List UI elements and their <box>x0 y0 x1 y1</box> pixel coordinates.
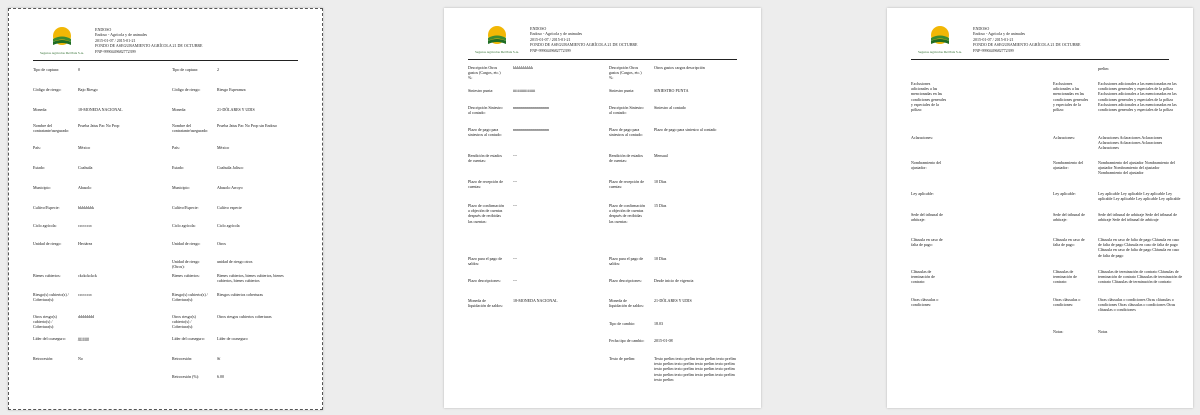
header-line: 2015-01-07 / 2015-01-21 <box>973 36 1014 42</box>
field-value: Hectárea <box>78 241 93 246</box>
field-value: 6.00 <box>217 374 224 379</box>
field-label: Plazo de recepción de cuentas: <box>609 179 644 190</box>
logo <box>911 23 969 57</box>
field-label: Rendición de estados de cuentas: <box>468 153 502 164</box>
field-value: 10 Días <box>654 256 667 261</box>
field-value: 18.03 <box>654 321 663 326</box>
field-label: Plazo para el pago de saldos: <box>609 256 644 267</box>
company-name: Seguros Agricolas Del Pais S.A. <box>475 50 519 54</box>
field-label: Riesgo(s) cubierto(s) / Cobertura(s): <box>172 292 208 303</box>
header-line: FNP-9990449682772399 <box>530 47 571 53</box>
field-value: México <box>217 145 230 150</box>
field-label: Descripción Otros gastos (Cargos, etc.) %: <box>609 65 642 81</box>
field-value: 2 <box>217 67 219 72</box>
field-label: Municipio: <box>172 185 190 190</box>
field-label: Descripción Siniestro al contado: <box>468 105 503 116</box>
field-value: Siniestro al contado <box>654 105 686 110</box>
header-line: FONDO DE ASEGURAMIENTO AGRÍCOLA 21 DE OCTUBRE <box>973 42 1081 48</box>
header-line: Endoso - Agrícola y de animales <box>95 32 148 38</box>
field-label: País: <box>172 145 180 150</box>
company-logo-icon <box>484 24 510 48</box>
field-label: Ciclo agrícola: <box>172 223 196 228</box>
field-value: Mensual <box>654 153 668 158</box>
field-value: Desde inicio de vigencia <box>654 278 694 283</box>
field-value: Riesgos cubiertos coberturas <box>217 292 263 297</box>
header-line: Endoso - Agrícola y de animales <box>973 31 1026 37</box>
company-logo-icon <box>49 25 75 49</box>
field-label: Cláusula en caso de falta de pago: <box>911 237 943 248</box>
field-value: kkkkkkkkkk <box>513 65 533 70</box>
field-label: Otras cláusulas o condiciones: <box>911 297 939 308</box>
field-value: Otras cláusulas o condiciones Otras cláusulas o condiciones Otras cláusulas o condiciones Otras cláusulas o condiciones <box>1098 297 1176 313</box>
field-value: 15 Días <box>654 203 667 208</box>
field-label: Nombre del contratante/asegurado: <box>172 123 209 134</box>
field-label: Plazo para el pago de saldos: <box>468 256 503 267</box>
field-label: Retrocesión: <box>33 356 54 361</box>
field-value: nnnnnnnnnnnnnnnnnn <box>513 105 549 110</box>
field-value: 21-DÓLARES Y UDIS <box>217 107 255 112</box>
field-label: Sede del tribunal de arbitraje: <box>911 212 943 223</box>
field-label: Cultivo/Especie: <box>33 205 60 210</box>
header-text <box>973 26 1081 53</box>
field-value: 18-MONEDA NACIONAL <box>78 107 123 112</box>
field-value: Exclusiones adicionales a las mencionadas en las condiciones generales y especiales de la póliza Exclusiones adicionales a las mencionadas en las condiciones generales y especiales de la póliza Exclusiones adicionales a las mencionadas en las condiciones generales y especiales de la póliza <box>1098 81 1177 113</box>
continuation-text: prelim <box>1098 66 1109 71</box>
field-value: unidad de riesgo otros <box>217 259 253 264</box>
field-value: Prueba Jatus Pac No Prop <box>78 123 120 128</box>
field-label: Cláusulas de terminación de contrato: <box>1053 269 1077 285</box>
field-label: Estado: <box>33 165 45 170</box>
field-value: Texto prelim texto prelim texto prelim texto prelim texto prelim texto prelim texto prelim texto prelim texto prelim texto prelim texto prelim texto prelim texto prelim texto prelim texto prelim texto prelim texto prelim <box>654 356 736 382</box>
field-label: Municipio: <box>33 185 51 190</box>
field-value: Otros gastos cargos descripción <box>654 65 705 70</box>
field-value: --- <box>513 278 517 283</box>
field-label: Plazo descripciones: <box>468 278 501 283</box>
field-value: Bienes cubiertos, bienes cubiertos, bienes cubiertos, bienes cubiertos <box>217 273 284 284</box>
page-header <box>911 23 1169 60</box>
field-label: Nombramiento del ajustador: <box>1053 160 1084 171</box>
field-value: bkbkbkbk <box>78 205 94 210</box>
field-label: Descripción Siniestro al contado: <box>609 105 644 116</box>
field-value: Ley aplicable Ley aplicable Ley aplicable Ley aplicable Ley aplicable Ley aplicable Ley aplicable <box>1098 191 1181 202</box>
company-name: Seguros Agricolas Del Pais S.A. <box>918 50 962 54</box>
field-label: Rendición de estados de cuentas: <box>609 153 643 164</box>
field-value: Otros <box>217 241 226 246</box>
field-label: Exclusiones adicionales a las mencionadas en las condiciones generales y especiales de la póliza: <box>911 81 947 113</box>
field-label: Unidad de riesgo (Otros): <box>172 259 200 270</box>
header-line: FNP-9990449682772399 <box>973 47 1014 53</box>
header-text <box>95 27 203 54</box>
field-label: Tipo de cambio: <box>609 321 636 326</box>
field-value: --- <box>513 179 517 184</box>
field-label: Otros riesgo(s) cubierto(s) / Cobertura(s): <box>33 314 57 330</box>
document-page-2 <box>444 8 761 408</box>
field-value: nnnnnnnnnnnnnnnnnn <box>513 127 549 132</box>
document-title: ENDOSO <box>973 26 990 31</box>
field-value: 21-DÓLARES Y UDIS <box>654 298 692 303</box>
field-label: Plazo de pago para siniestros al contado: <box>609 127 643 138</box>
field-label: Bienes cubiertos: <box>33 273 61 278</box>
field-value: Cultivo especie <box>217 205 242 210</box>
field-label: Ciclo agrícola: <box>33 223 57 228</box>
page-header <box>468 23 737 60</box>
field-value: Ciclo agrícola <box>217 223 240 228</box>
field-label: Aclaraciones: <box>911 135 933 140</box>
field-value: cccccccc <box>78 223 93 228</box>
field-value: Sede del tribunal de arbitraje Sede del tribunal de arbitraje Sede del tribunal de arbitraje <box>1098 212 1178 223</box>
field-value: Bajo Riesgo <box>78 87 98 92</box>
field-label: Plazo descripciones: <box>609 278 642 283</box>
field-label: Sede del tribunal de arbitraje: <box>1053 212 1085 223</box>
field-value: 2015-01-08 <box>654 338 673 343</box>
field-label: Ley aplicable: <box>911 191 934 196</box>
field-value: Abasolo Arroyo <box>217 185 243 190</box>
field-value: Cláusula en caso de falta de pago Cláusula en caso de falta de pago Cláusula en caso de falta de pago Cláusula en caso de falta de pago Cláusula en caso de falta de pago <box>1098 237 1180 258</box>
header-line: FONDO DE ASEGURAMIENTO AGRÍCOLA 21 DE OCTUBRE <box>530 42 638 48</box>
field-label: Otras cláusulas o condiciones: <box>1053 297 1081 308</box>
document-page-3 <box>887 8 1193 408</box>
field-label: Siniestro punta: <box>468 88 494 93</box>
field-value: No <box>78 356 83 361</box>
field-label: Nombre del contratante/asegurado: <box>33 123 70 134</box>
document-title: ENDOSO <box>95 27 112 32</box>
field-label: Fecha tipo de cambio: <box>609 338 645 343</box>
field-label: Notas: <box>1053 329 1064 334</box>
field-label: Exclusiones adicionales a las mencionadas en las condiciones generales y especiales de la póliza: <box>1053 81 1089 113</box>
document-page-1 <box>8 8 323 410</box>
field-value: Sí <box>217 356 221 361</box>
field-label: País: <box>33 145 41 150</box>
logo <box>33 24 91 58</box>
field-value: Coahuila Jalisco <box>217 165 244 170</box>
field-value: jjjjjjjjjj <box>78 336 90 341</box>
field-label: Cláusula en caso de falta de pago: <box>1053 237 1085 248</box>
field-value: Cláusulas de terminación de contrato Cláusulas de terminación de contrato Cláusulas de terminación de contrato Cláusulas de terminación de contrato <box>1098 269 1183 285</box>
field-value: Riesgo Esperanza <box>217 87 246 92</box>
field-label: Moneda: <box>33 107 48 112</box>
page-header <box>33 24 298 61</box>
field-label: Retrocesión: <box>172 356 193 361</box>
logo <box>468 23 526 57</box>
header-line: FNP-9990449682772399 <box>95 48 136 54</box>
field-value: Prueba Jatus Pac No Prop sin Endoso <box>217 123 277 128</box>
field-label: Estado: <box>172 165 184 170</box>
field-value: Aclaraciones Aclaraciones Aclaraciones Aclaraciones Aclaraciones Aclaraciones Aclaraciones <box>1098 135 1163 151</box>
header-line: 2015-01-07 / 2015-01-21 <box>530 36 571 42</box>
field-label: Ley aplicable: <box>1053 191 1076 196</box>
field-label: Tipo de captura: <box>33 67 60 72</box>
field-label: Retrocesión (%): <box>172 374 200 379</box>
field-value: Plazo de pago para siniestro al contado <box>654 127 717 132</box>
field-label: Cultivo/Especie: <box>172 205 199 210</box>
field-label: Plazo de confirmación a objeción de cuentas después de recibidas las cuentas: <box>468 203 504 224</box>
field-value: Notas <box>1098 329 1108 334</box>
field-label: Siniestro punta: <box>609 88 635 93</box>
field-value: México <box>78 145 91 150</box>
field-value: Coahuila <box>78 165 93 170</box>
field-label: Código de riesgo: <box>33 87 62 92</box>
field-label: Líder del coaseguro: <box>33 336 66 341</box>
company-name: Seguros Agricolas Del Pais S.A. <box>40 51 84 55</box>
field-label: Moneda de liquidación de saldos: <box>609 298 644 309</box>
company-logo-icon <box>927 24 953 48</box>
field-label: Aclaraciones: <box>1053 135 1075 140</box>
field-value: iiiiiiiiiiiiiiiiiiii <box>513 88 536 93</box>
header-line: Endoso - Agrícola y de animales <box>530 31 583 37</box>
field-value: ckckckckck <box>78 273 97 278</box>
field-value: --- <box>513 256 517 261</box>
field-value: --- <box>513 203 517 208</box>
field-label: Cláusulas de terminación de contrato: <box>911 269 935 285</box>
field-value: Abasolo <box>78 185 92 190</box>
field-label: Plazo de pago para siniestros al contado: <box>468 127 502 138</box>
field-value: --- <box>513 153 517 158</box>
header-line: 2015-01-07 / 2015-01-21 <box>95 37 136 43</box>
field-label: Plazo de recepción de cuentas: <box>468 179 503 190</box>
field-label: Código de riesgo: <box>172 87 201 92</box>
field-label: Plazo de confirmación a objeción de cuentas después de recibidas las cuentas: <box>609 203 645 224</box>
field-label: Bienes cubiertos: <box>172 273 200 278</box>
field-value: Nombramiento del ajustador Nombramiento del ajustador Nombramiento del ajustador Nombramiento del ajustador <box>1098 160 1175 176</box>
field-value: SINIESTRO PUNTA <box>654 88 689 93</box>
field-value: 18-MONEDA NACIONAL <box>513 298 558 303</box>
field-label: Moneda: <box>172 107 187 112</box>
header-line: FONDO DE ASEGURAMIENTO AGRÍCOLA 21 DE OCTUBRE <box>95 43 203 49</box>
field-label: Líder del coaseguro: <box>172 336 205 341</box>
document-title: ENDOSO <box>530 26 547 31</box>
field-label: Tipo de captura: <box>172 67 199 72</box>
field-label: Descripción Otros gastos (Cargos, etc.) %: <box>468 65 501 81</box>
field-label: Texto de prelim: <box>609 356 636 361</box>
field-label: Nombramiento del ajustador: <box>911 160 942 171</box>
field-label: Unidad de riesgo: <box>172 241 201 246</box>
field-label: Moneda de liquidación de saldos: <box>468 298 503 309</box>
field-label: Unidad de riesgo: <box>33 241 62 246</box>
field-value: 0 <box>78 67 80 72</box>
field-value: 10 Días <box>654 179 667 184</box>
field-value: Líder de coaseguro <box>217 336 248 341</box>
header-text <box>530 26 638 53</box>
field-label: Otros riesgo(s) cubierto(s) / Cobertura(s): <box>172 314 196 330</box>
field-label: Riesgo(s) cubierto(s) / Cobertura(s): <box>33 292 69 303</box>
field-value: Otros riesgos cubiertos coberturas <box>217 314 272 319</box>
field-value: cccccccc <box>78 292 93 297</box>
field-value: dddddddd <box>78 314 94 319</box>
